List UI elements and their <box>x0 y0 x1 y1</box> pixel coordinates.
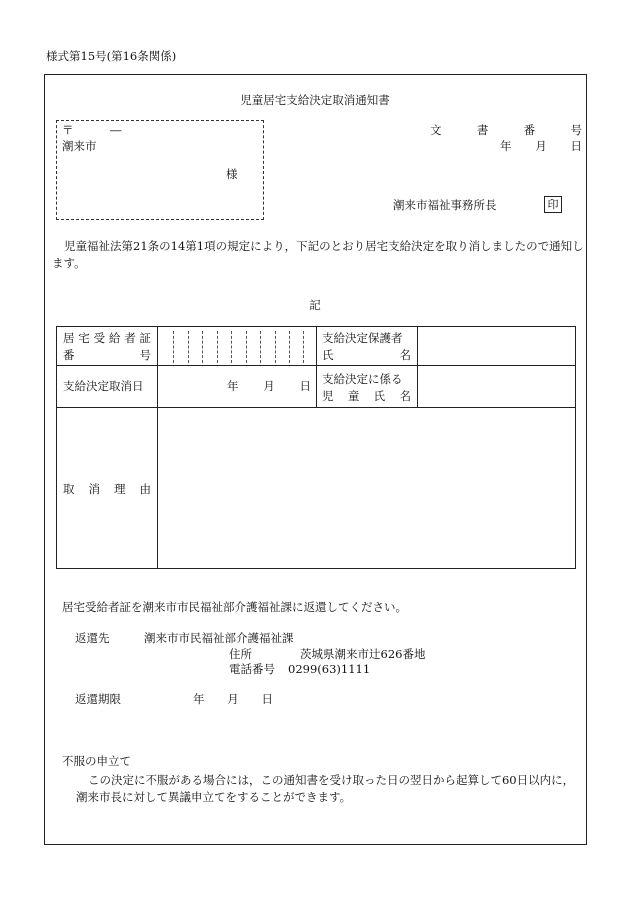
return-deadline-label: 返還期限 <box>75 692 121 706</box>
issue-date-label <box>500 140 582 154</box>
date-year: 年 <box>500 139 512 153</box>
digit-divider <box>202 331 203 363</box>
digit-divider <box>260 331 261 363</box>
ki-heading: 記 <box>309 298 321 312</box>
digit-divider <box>217 331 218 363</box>
document-number-label <box>430 124 582 138</box>
address-label: 住所 <box>229 647 252 661</box>
doc-number-char: 号 <box>570 123 582 137</box>
digit-divider <box>246 331 247 363</box>
table-col-divider <box>316 327 317 407</box>
return-instruction: 居宅受給者証を潮来市市民福祉部介護福祉課に返還してください。 <box>62 600 407 614</box>
date-day: 日 <box>570 139 582 153</box>
recipient-honorific: 様 <box>226 167 238 181</box>
guardian-name-label: 支給決定保護者 氏 名 <box>322 331 411 362</box>
tel-value: 0299(63)1111 <box>288 662 371 676</box>
postal-code-dash: ― <box>110 123 122 137</box>
form-number-label: 様式第15号(第16条関係) <box>46 49 177 63</box>
issuer-name: 潮来市福祉事務所長 <box>393 198 497 212</box>
digit-divider <box>188 331 189 363</box>
digit-divider <box>289 331 290 363</box>
doc-number-char: 書 <box>476 123 489 137</box>
return-to-label: 返還先 <box>75 631 110 645</box>
postal-mark: 〒 <box>62 123 74 137</box>
seal-stamp: 印 <box>544 196 562 213</box>
digit-divider <box>275 331 276 363</box>
return-deadline-date: 年 月 日 <box>193 692 273 706</box>
cancel-date-field: 年 月 日 <box>227 379 311 393</box>
table-col-divider <box>157 327 158 568</box>
table-col-divider <box>417 327 418 407</box>
objection-heading: 不服の申立て <box>62 754 131 768</box>
doc-number-char: 番 <box>523 123 536 137</box>
date-month: 月 <box>535 139 547 153</box>
details-table <box>56 326 576 569</box>
address-value: 茨城県潮来市辻626番地 <box>300 647 426 661</box>
objection-text: この決定に不服がある場合には，この通知書を受け取った日の翌日から起算して60日以内に，潮来市長に対して異議申立てをすることができます。 <box>76 773 575 804</box>
digit-divider <box>231 331 232 363</box>
tel-label: 電話番号 <box>229 662 275 676</box>
return-to-department: 潮来市市民福祉部介護福祉課 <box>144 631 294 645</box>
notice-body-text: 児童福祉法第21条の14第1項の規定により，下記のとおり居宅支給決定を取り消しましたので通知します。 <box>52 239 584 270</box>
digit-divider <box>303 331 304 363</box>
cancel-reason-label: 取 消 理 由 <box>63 482 151 496</box>
recipient-city: 潮来市 <box>62 139 97 153</box>
child-name-label: 支給決定に係る 児 童 氏 名 <box>322 372 411 403</box>
table-row-divider <box>57 407 575 408</box>
document-title: 児童居宅支給決定取消通知書 <box>240 93 390 107</box>
cert-number-label: 居 宅 受 給 者 証 番 号 <box>63 331 151 362</box>
cancel-date-label: 支給決定取消日 <box>63 379 144 393</box>
doc-number-char: 文 <box>430 123 442 137</box>
digit-divider <box>173 331 174 363</box>
